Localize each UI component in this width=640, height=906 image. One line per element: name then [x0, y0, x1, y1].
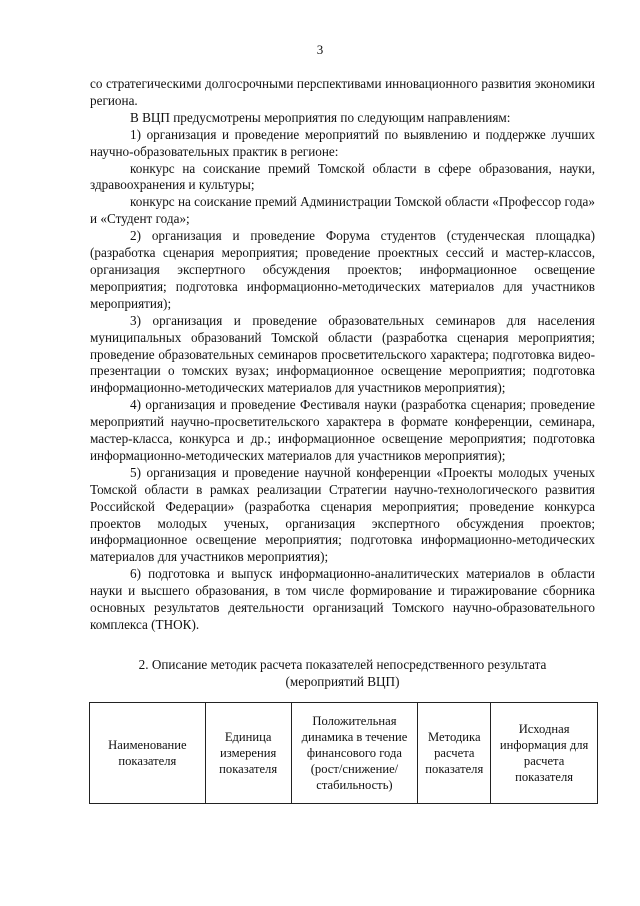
- section-title-line: 2. Описание методик расчета показателей непосредственного результата: [138, 657, 547, 672]
- page-number: 3: [316, 42, 324, 57]
- paragraph: 3) организация и проведение образовательных семинаров для населения муниципальных образований Томской области (разработка сценария мероприятия; проведение образовательных семинаров просветительского характера; подготовка видео-презентации о томских вузах; информационное освещение мероприятия; подготовка информационно-методических материалов для участников мероприятия);: [90, 312, 595, 396]
- section-title-line: (мероприятий ВЦП): [285, 674, 400, 689]
- table-header-cell: Единица измерения показателя: [205, 703, 291, 804]
- paragraph: 4) организация и проведение Фестиваля науки (разработка сценария; проведение мероприятий научно-просветительского характера в формате конференции, семинара, мастер-класса, конкурса и др.; информационное освещение мероприятия; подготовка информационно-методических материалов для участников мероприятия);: [90, 397, 595, 463]
- table-header-cell: Методика расчета показателя: [418, 703, 491, 804]
- paragraph: 5) организация и проведение научной конференции «Проекты молодых ученых Томской области в рамках реализации Стратегии научно-технологического развития Российской Федерации» (разработка сценария мероприятия; проведение конкурса проектов молодых ученых, организация экспертного обсуждения проектов; информационное освещение мероприятия; подготовка информационно-методических материалов для участников мероприятия);: [90, 464, 595, 565]
- section-title: [90, 656, 595, 690]
- paragraph: конкурс на соискание премий Администрации Томской области «Профессор года» и «Студент года»;: [90, 194, 595, 227]
- paragraph: 2) организация и проведение Форума студентов (студенческая площадка) (разработка сценария мероприятия; проведение проектных сессий и мастер-классов, организация экспертного обсуждения проектов; информационное освещение мероприятия; подготовка информационно-методических материалов для участников мероприятия);: [90, 228, 595, 311]
- paragraph: 1) организация и проведение мероприятий по выявлению и поддержке лучших научно-образовательных практик в регионе:: [90, 126, 595, 159]
- table-header-row: [90, 703, 598, 804]
- paragraph: конкурс на соискание премий Томской области в сфере образования, науки, здравоохранения и культуры;: [90, 160, 595, 193]
- paragraph: со стратегическими долгосрочными перспективами инновационного развития экономики региона.: [90, 76, 595, 108]
- indicators-table: [89, 702, 598, 804]
- table-header-cell: Исходная информация для расчета показателя: [491, 703, 598, 804]
- table-header-cell: Положительная динамика в течение финансового года (рост/снижение/ стабильность): [291, 703, 418, 804]
- paragraph: В ВЦП предусмотрены мероприятия по следующим направлениям:: [130, 109, 511, 125]
- document-body: [90, 76, 595, 634]
- paragraph: 6) подготовка и выпуск информационно-аналитических материалов в области науки и высшего образования, в том числе формирование и тиражирование сборника основных результатов деятельности организаций Томского научно-образовательного комплекса (ТНОК).: [90, 566, 595, 632]
- table-header-cell: Наименование показателя: [90, 703, 206, 804]
